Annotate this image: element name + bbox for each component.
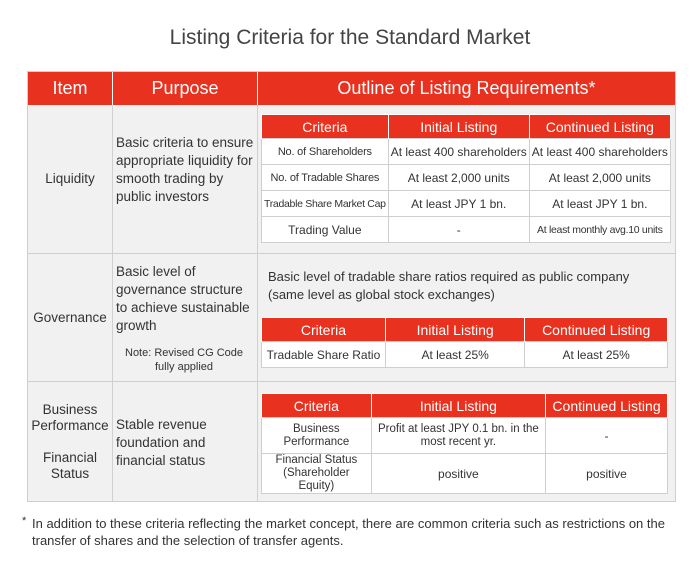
column-divider — [112, 105, 113, 501]
footnote-text: In addition to these criteria reflecting the market concept, there are common criteria such as restrictions on the transfer of shares and the selection of transfer agents. — [32, 516, 665, 548]
column-header-criteria: Criteria — [262, 318, 386, 342]
governance-description: Basic level of tradable share ratios required as public company (same level as global stock exchanges) — [268, 269, 630, 302]
table-cell: At least 2,000 units — [529, 165, 670, 191]
table-cell: positive — [546, 454, 668, 494]
table-row — [262, 139, 671, 165]
table-cell: Tradable Share Ratio — [262, 342, 386, 368]
table-cell: At least 25% — [525, 342, 668, 368]
table-row — [262, 454, 668, 494]
column-header-initial: Initial Listing — [371, 394, 545, 418]
column-header-criteria: Criteria — [262, 394, 372, 418]
table-cell: - — [546, 418, 668, 454]
column-header-continued: Continued Listing — [529, 115, 670, 139]
item-business — [28, 382, 112, 501]
purpose-governance: Basic level of governance structure to achieve sustainable growth — [116, 264, 250, 333]
item-governance — [28, 254, 112, 381]
table-cell: At least JPY 1 bn. — [529, 191, 670, 217]
criteria-table — [27, 71, 676, 502]
page-title: Listing Criteria for the Standard Market — [169, 26, 531, 49]
table-row — [262, 165, 671, 191]
table-row — [262, 342, 668, 368]
header-outline: Outline of Listing Requirements* — [257, 72, 675, 105]
item-financial-status-label: Financial Status — [42, 449, 98, 481]
table-cell: Business Performance — [262, 418, 372, 454]
table-cell: Trading Value — [262, 217, 389, 243]
table-cell: At least monthly avg.10 units — [529, 217, 670, 243]
column-header-initial: Initial Listing — [388, 115, 529, 139]
column-header-initial: Initial Listing — [385, 318, 524, 342]
item-liquidity-label: Liquidity — [45, 171, 95, 186]
table-row — [262, 418, 668, 454]
table-cell: Tradable Share Market Cap — [262, 191, 389, 217]
table-cell: Profit at least JPY 0.1 bn. in the most recent yr. — [371, 418, 545, 454]
business-criteria-table — [261, 393, 668, 494]
table-cell: - — [388, 217, 529, 243]
governance-criteria-table — [261, 317, 668, 368]
table-cell: At least 400 shareholders — [388, 139, 529, 165]
row-divider — [28, 253, 675, 254]
table-cell: At least 400 shareholders — [529, 139, 670, 165]
table-cell: No. of Shareholders — [262, 139, 389, 165]
column-header-continued: Continued Listing — [525, 318, 668, 342]
liquidity-criteria-table — [261, 114, 671, 243]
table-cell: At least 25% — [385, 342, 524, 368]
table-cell: At least 2,000 units — [388, 165, 529, 191]
column-divider — [257, 105, 258, 501]
footnote-mark: * — [22, 515, 27, 527]
item-business-performance-label: Business Performance — [31, 401, 109, 433]
table-cell: No. of Tradable Shares — [262, 165, 389, 191]
table-cell: Financial Status (Shareholder Equity) — [262, 454, 372, 494]
purpose-liquidity: Basic criteria to ensure appropriate liquidity for smooth trading by public investors — [116, 135, 254, 204]
header-item: Item — [28, 72, 112, 105]
row-divider — [28, 381, 675, 382]
column-header-continued: Continued Listing — [546, 394, 668, 418]
table-row — [262, 191, 671, 217]
table-cell: positive — [371, 454, 545, 494]
header-purpose: Purpose — [112, 72, 257, 105]
table-row — [262, 217, 671, 243]
footnote — [22, 515, 692, 549]
column-header-criteria: Criteria — [262, 115, 389, 139]
item-liquidity — [28, 105, 112, 253]
governance-note: Note: Revised CG Code fully applied — [125, 347, 243, 373]
purpose-business: Stable revenue foundation and financial status — [116, 417, 207, 468]
table-cell: At least JPY 1 bn. — [388, 191, 529, 217]
item-governance-label: Governance — [33, 309, 107, 325]
